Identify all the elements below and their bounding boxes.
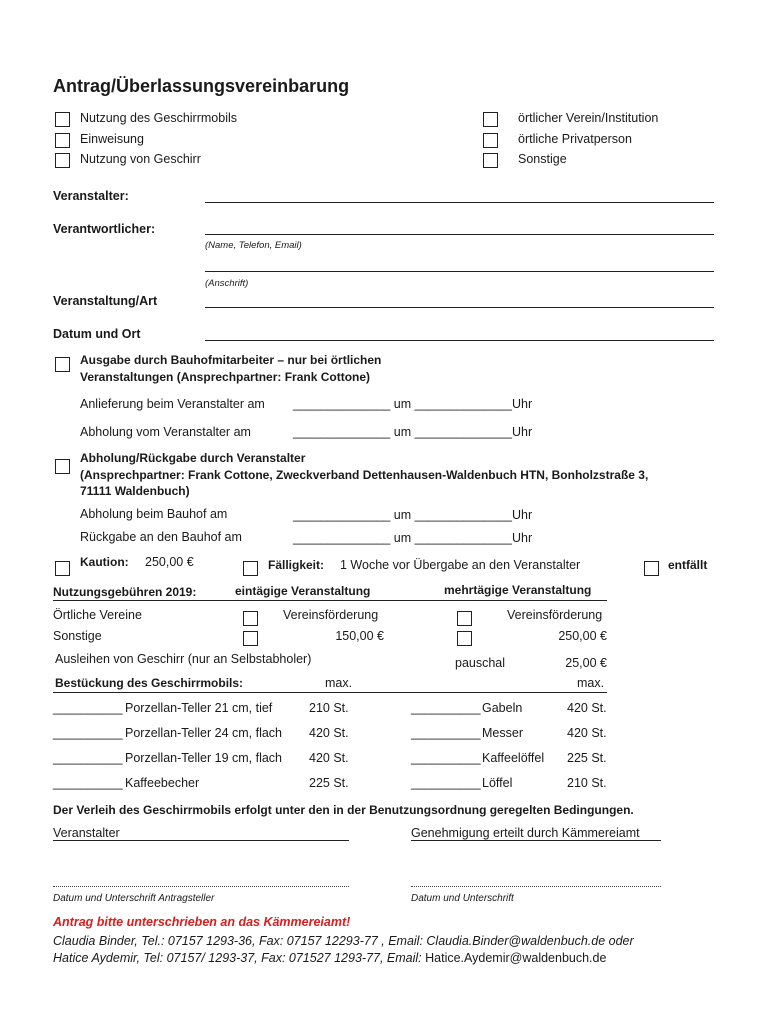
field-veranstalter[interactable] [205, 202, 714, 203]
blank-qty[interactable]: __________ [53, 726, 123, 740]
blank-qty[interactable]: __________ [53, 701, 123, 715]
label-kaution: Kaution: [80, 555, 129, 569]
contact-text: Hatice Aydemir, Tel: 07157/ 1293-37, Fax: 071527 1293-77, Email: [53, 951, 422, 965]
field-verantwortlicher[interactable] [205, 234, 714, 235]
signature-veranstalter-label: Veranstalter [53, 826, 349, 841]
item-qty: 210 St. [309, 701, 349, 715]
blank-qty[interactable]: __________ [411, 776, 481, 790]
signature-caption: Datum und Unterschrift [411, 893, 514, 904]
signature-caption: Datum und Unterschrift Antragsteller [53, 893, 215, 904]
divider [53, 600, 607, 601]
checkbox-oertliche-privatperson[interactable] [483, 133, 498, 148]
item-name: Porzellan-Teller 19 cm, flach [125, 751, 283, 765]
label-veranstalter: Veranstalter: [53, 189, 129, 203]
field-rueckgabe-bauhof[interactable]: ______________ um ______________Uhr [293, 531, 533, 545]
field-anschrift[interactable] [205, 271, 714, 272]
item-name: Porzellan-Teller 24 cm, flach [125, 726, 283, 740]
checkbox-kaution[interactable] [55, 561, 70, 576]
gebuehren-heading: Nutzungsgebühren 2019: [53, 585, 197, 599]
checkbox-ausgabe-bauhof[interactable] [55, 357, 70, 372]
ausgabe-heading: Veranstaltungen (Ansprechpartner: Frank Cottone) [80, 370, 371, 384]
hint-anschrift: (Anschrift) [205, 278, 249, 289]
cell-price: 150,00 € [335, 629, 384, 643]
option-label: Sonstige [518, 152, 567, 166]
item-qty: 420 St. [309, 751, 349, 765]
abholung-heading: (Ansprechpartner: Frank Cottone, Zweckverband Dettenhausen-Waldenbuch HTN, Bonholzstraße 3, [80, 468, 649, 482]
hint-name: (Name, Telefon, Email) [205, 240, 302, 251]
item-name: Gabeln [482, 701, 523, 715]
label-anlieferung: Anlieferung beim Veranstalter am [80, 397, 265, 411]
label-datum-ort: Datum und Ort [53, 327, 141, 341]
item-name: Porzellan-Teller 21 cm, tief [125, 701, 273, 715]
option-label: örtlicher Verein/Institution [518, 111, 659, 125]
ausgabe-heading: Ausgabe durch Bauhofmitarbeiter – nur bei örtlichen [80, 353, 382, 367]
blank-qty[interactable]: __________ [53, 751, 123, 765]
bestueckung-heading: Bestückung des Geschirrmobils: [55, 676, 244, 690]
option-label: Einweisung [80, 132, 144, 146]
contact-email-link[interactable]: Hatice.Aydemir@waldenbuch.de [425, 951, 607, 965]
checkbox-sonstige[interactable] [483, 153, 498, 168]
option-label: Nutzung des Geschirrmobils [80, 111, 238, 125]
signature-line-antragsteller[interactable] [53, 886, 349, 887]
blank-qty[interactable]: __________ [411, 726, 481, 740]
max-label: max. [577, 676, 605, 690]
checkbox-vereine-mehrtaegig[interactable] [457, 611, 472, 626]
item-qty: 225 St. [567, 751, 607, 765]
field-abholung[interactable]: ______________ um ______________Uhr [293, 425, 533, 439]
signature-kaemmereiamt-label: Genehmigung erteilt durch Kämmereiamt [411, 826, 661, 841]
label-entfaellt: entfällt [668, 558, 708, 572]
label-abholung-bauhof: Abholung beim Bauhof am [80, 507, 228, 521]
field-abholung-bauhof[interactable]: ______________ um ______________Uhr [293, 508, 533, 522]
label-veranstaltung-art: Veranstaltung/Art [53, 294, 158, 308]
checkbox-sonstige-eintaegig[interactable] [243, 631, 258, 646]
label-abholung: Abholung vom Veranstalter am [80, 425, 251, 439]
verleih-note: Der Verleih des Geschirrmobils erfolgt unter den in der Benutzungsordnung geregelten Bedingungen. [53, 803, 634, 817]
checkbox-sonstige-mehrtaegig[interactable] [457, 631, 472, 646]
contact-line [53, 951, 606, 965]
checkbox-einweisung[interactable] [55, 133, 70, 148]
checkbox-entfaellt[interactable] [644, 561, 659, 576]
red-note: Antrag bitte unterschrieben an das Kämmereiamt! [53, 915, 351, 929]
cell-price: 25,00 € [565, 656, 607, 670]
page-title: Antrag/Überlassungsvereinbarung [53, 76, 350, 96]
cell-vereinsfoerderung: Vereinsförderung [283, 608, 379, 622]
faelligkeit-value: 1 Woche vor Übergabe an den Veranstalter [340, 558, 581, 572]
checkbox-nutzung-geschirr[interactable] [55, 153, 70, 168]
label-verantwortlicher: Verantwortlicher: [53, 222, 156, 236]
contact-line: Claudia Binder, Tel.: 07157 1293-36, Fax: 07157 12293-77 , Email: Claudia.Binder@waldenbuch.de oder [53, 934, 634, 948]
row-label: Örtliche Vereine [53, 608, 142, 622]
item-qty: 420 St. [309, 726, 349, 740]
checkbox-abholung-veranstalter[interactable] [55, 459, 70, 474]
cell-price: 250,00 € [558, 629, 607, 643]
row-label: Sonstige [53, 629, 102, 643]
cell-vereinsfoerderung: Vereinsförderung [507, 608, 603, 622]
checkbox-oertlicher-verein[interactable] [483, 112, 498, 127]
item-name: Kaffeebecher [125, 776, 200, 790]
abholung-heading: Abholung/Rückgabe durch Veranstalter [80, 451, 306, 465]
divider [53, 692, 607, 693]
field-anlieferung[interactable]: ______________ um ______________Uhr [293, 397, 533, 411]
item-qty: 225 St. [309, 776, 349, 790]
item-name: Kaffeelöffel [482, 751, 545, 765]
cell-pauschal: pauschal [455, 656, 506, 670]
checkbox-faelligkeit[interactable] [243, 561, 258, 576]
blank-qty[interactable]: __________ [53, 776, 123, 790]
item-qty: 420 St. [567, 701, 607, 715]
max-label: max. [325, 676, 353, 690]
checkbox-nutzung-geschirrmobil[interactable] [55, 112, 70, 127]
label-faelligkeit: Fälligkeit: [268, 558, 325, 572]
field-veranstaltung-art[interactable] [205, 307, 714, 308]
blank-qty[interactable]: __________ [411, 751, 481, 765]
item-qty: 210 St. [567, 776, 607, 790]
blank-qty[interactable]: __________ [411, 701, 481, 715]
col-eintaegig: eintägige Veranstaltung [235, 584, 371, 598]
abholung-heading: 71111 Waldenbuch) [80, 484, 190, 498]
col-mehrtaegig: mehrtägige Veranstaltung [444, 583, 592, 597]
label-rueckgabe-bauhof: Rückgabe an den Bauhof am [80, 530, 242, 544]
item-name: Messer [482, 726, 523, 740]
field-datum-ort[interactable] [205, 340, 714, 341]
item-qty: 420 St. [567, 726, 607, 740]
checkbox-vereine-eintaegig[interactable] [243, 611, 258, 626]
row-label: Ausleihen von Geschirr (nur an Selbstabholer) [55, 652, 312, 666]
signature-line-kaemmereiamt[interactable] [411, 886, 661, 887]
option-label: Nutzung von Geschirr [80, 152, 201, 166]
kaution-value: 250,00 € [145, 555, 194, 569]
option-label: örtliche Privatperson [518, 132, 632, 146]
item-name: Löffel [482, 776, 513, 790]
